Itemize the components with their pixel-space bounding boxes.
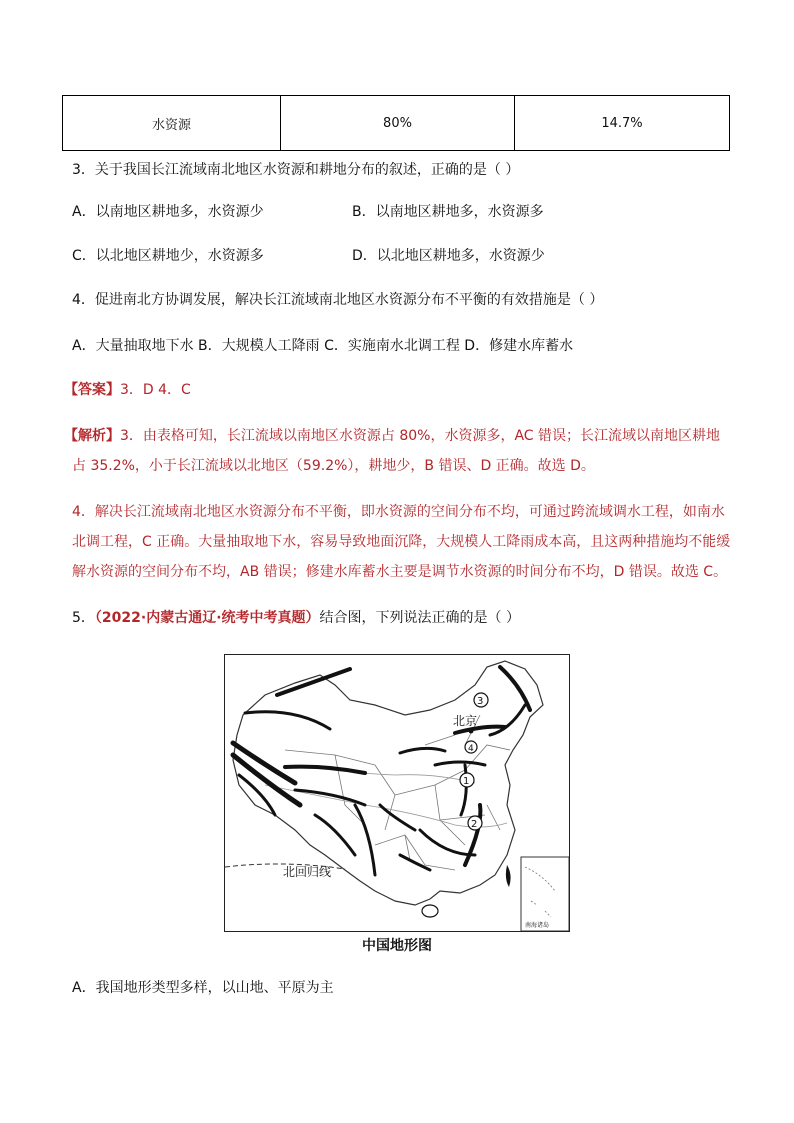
marker-4 <box>465 741 477 754</box>
analysis-p2-line-2: 北调工程，C 正确。大量抽取地下水，容易导致地面沉降，大规模人工降雨成本高，且这两种措施均不能缓 <box>72 534 731 550</box>
marker-3 <box>474 693 488 707</box>
q4-stem: 4．促进南北方协调发展，解决长江流域南北地区水资源分布不平衡的有效措施是（ ） <box>72 292 604 308</box>
analysis-line-2: 占 35.2%，小于长江流域以北地区（59.2%），耕地少，B 错误、D 正确。故选 D。 <box>72 458 595 474</box>
marker-1 <box>460 773 474 787</box>
q3-option-a: A．以南地区耕地多，水资源少 <box>72 204 264 220</box>
q5-stem: 结合图，下列说法正确的是（ ） <box>319 610 520 626</box>
answer-line <box>64 380 191 400</box>
analysis-p2-line-3: 解水资源的空间分布不均，AB 错误；修建水库蓄水主要是调节水资源的时间分布不均，D 错误。故选 C。 <box>72 564 728 580</box>
answer-text: 3．D 4．C <box>120 382 191 398</box>
tropic-label: 北回归线 <box>283 865 332 879</box>
q4-options: A．大量抽取地下水 B．大规模人工降雨 C．实施南水北调工程 D．修建水库蓄水 <box>72 338 574 354</box>
analysis-tag: 【解析】 <box>64 428 120 444</box>
table-cell-label: 水资源 <box>63 96 281 151</box>
q5-stem-line <box>72 608 520 628</box>
map-drawing <box>225 655 570 932</box>
svg-text:2: 2 <box>471 819 478 830</box>
marker-2 <box>468 816 482 830</box>
analysis-text-1: 3．由表格可知，长江流域以南地区水资源占 80%，水资源多，AC 错误；长江流域以南地区耕地 <box>120 428 721 444</box>
china-terrain-map <box>224 654 570 932</box>
svg-text:3: 3 <box>477 696 484 707</box>
q3-option-b: B．以南地区耕地多，水资源多 <box>352 204 544 220</box>
resource-table <box>62 95 730 151</box>
analysis-p2-line-1: 4．解决长江流域南北地区水资源分布不平衡，即水资源的空间分布不均，可通过跨流域调水工程，如南水 <box>72 504 725 520</box>
q3-option-d: D．以北地区耕地多，水资源少 <box>352 248 545 264</box>
beijing-label: 北京 <box>453 714 478 728</box>
svg-text:4: 4 <box>468 744 474 754</box>
china-outline <box>233 661 543 905</box>
q5-option-a: A．我国地形类型多样，以山地、平原为主 <box>72 980 334 996</box>
q5-number: 5． <box>72 610 95 626</box>
hainan-island <box>422 905 438 917</box>
q5-source: （2022·内蒙古通辽·统考中考真题） <box>94 610 320 626</box>
table-cell-north: 14.7% <box>515 96 730 151</box>
south-sea-inset <box>521 857 569 931</box>
analysis-line-1 <box>64 426 720 446</box>
table-cell-south: 80% <box>281 96 515 151</box>
table-row <box>63 96 730 151</box>
q3-option-c: C．以北地区耕地少，水资源多 <box>72 248 264 264</box>
q3-stem: 3．关于我国长江流域南北地区水资源和耕地分布的叙述，正确的是（ ） <box>72 162 520 178</box>
answer-tag: 【答案】 <box>64 382 120 398</box>
svg-text:1: 1 <box>463 776 470 787</box>
inset-label: 南海诸岛 <box>525 922 550 929</box>
map-caption: 中国地形图 <box>362 938 432 954</box>
taiwan-island <box>506 865 511 887</box>
beijing-marker <box>469 729 474 734</box>
